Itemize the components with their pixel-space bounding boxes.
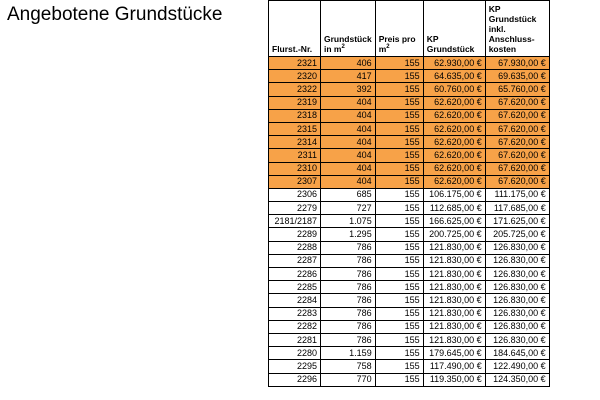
cell-price: 155 (375, 333, 423, 346)
cell-kp: 62.930,00 € (423, 57, 485, 70)
cell-kp-total: 67.620,00 € (485, 162, 549, 175)
table-row (269, 109, 550, 122)
header-price: Preis pro $m^2$ (375, 1, 423, 57)
plots-table (268, 0, 550, 387)
cell-price: 155 (375, 149, 423, 162)
cell-price: 155 (375, 188, 423, 201)
cell-flurst-nr: 2311 (269, 149, 321, 162)
cell-area: 404 (321, 136, 376, 149)
cell-area: 1.075 (321, 215, 376, 228)
table-row (269, 162, 550, 175)
cell-area: 727 (321, 202, 376, 215)
table-row (269, 241, 550, 254)
cell-kp-total: 69.635,00 € (485, 70, 549, 83)
cell-price: 155 (375, 122, 423, 135)
plots-table-container (268, 0, 550, 387)
table-row (269, 347, 550, 360)
table-row (269, 136, 550, 149)
table-body (269, 57, 550, 387)
cell-kp: 121.830,00 € (423, 294, 485, 307)
cell-flurst-nr: 2315 (269, 122, 321, 135)
table-row (269, 254, 550, 267)
cell-kp: 121.830,00 € (423, 307, 485, 320)
cell-flurst-nr: 2322 (269, 83, 321, 96)
table-row (269, 149, 550, 162)
cell-kp: 64.635,00 € (423, 70, 485, 83)
table-row (269, 83, 550, 96)
cell-price: 155 (375, 373, 423, 386)
cell-flurst-nr: 2279 (269, 202, 321, 215)
header-kp-total: KP Grundstück inkl. Anschluss-kosten (485, 1, 549, 57)
cell-flurst-nr: 2181/2187 (269, 215, 321, 228)
cell-kp-total: 126.830,00 € (485, 333, 549, 346)
cell-kp-total: 126.830,00 € (485, 294, 549, 307)
cell-area: 404 (321, 175, 376, 188)
cell-flurst-nr: 2321 (269, 57, 321, 70)
cell-kp: 121.830,00 € (423, 333, 485, 346)
cell-area: 404 (321, 149, 376, 162)
cell-price: 155 (375, 136, 423, 149)
cell-kp-total: 126.830,00 € (485, 254, 549, 267)
table-row (269, 96, 550, 109)
cell-area: 758 (321, 360, 376, 373)
cell-flurst-nr: 2287 (269, 254, 321, 267)
cell-price: 155 (375, 307, 423, 320)
cell-area: 786 (321, 307, 376, 320)
cell-area: 786 (321, 254, 376, 267)
cell-flurst-nr: 2283 (269, 307, 321, 320)
cell-area: 392 (321, 83, 376, 96)
cell-kp-total: 67.620,00 € (485, 175, 549, 188)
cell-price: 155 (375, 294, 423, 307)
cell-area: 770 (321, 373, 376, 386)
cell-kp-total: 126.830,00 € (485, 320, 549, 333)
table-row (269, 122, 550, 135)
cell-price: 155 (375, 162, 423, 175)
cell-price: 155 (375, 347, 423, 360)
table-row (269, 70, 550, 83)
cell-kp-total: 67.930,00 € (485, 57, 549, 70)
cell-kp: 121.830,00 € (423, 268, 485, 281)
table-row (269, 57, 550, 70)
cell-kp: 62.620,00 € (423, 175, 485, 188)
page-title: Angebotene Grundstücke (7, 4, 223, 25)
cell-kp: 200.725,00 € (423, 228, 485, 241)
table-row (269, 294, 550, 307)
cell-kp: 62.620,00 € (423, 149, 485, 162)
cell-kp: 121.830,00 € (423, 254, 485, 267)
cell-area: 404 (321, 96, 376, 109)
cell-price: 155 (375, 360, 423, 373)
header-flurst: Flurst.-Nr. (269, 1, 321, 57)
cell-kp: 112.685,00 € (423, 202, 485, 215)
cell-kp: 106.175,00 € (423, 188, 485, 201)
cell-price: 155 (375, 254, 423, 267)
cell-price: 155 (375, 320, 423, 333)
table-header-row (269, 1, 550, 57)
cell-flurst-nr: 2289 (269, 228, 321, 241)
cell-price: 155 (375, 83, 423, 96)
cell-flurst-nr: 2288 (269, 241, 321, 254)
cell-kp-total: 126.830,00 € (485, 241, 549, 254)
cell-area: 1.159 (321, 347, 376, 360)
table-row (269, 373, 550, 386)
table-row (269, 175, 550, 188)
table-row (269, 202, 550, 215)
cell-kp-total: 67.620,00 € (485, 96, 549, 109)
cell-price: 155 (375, 109, 423, 122)
table-row (269, 281, 550, 294)
cell-kp-total: 205.725,00 € (485, 228, 549, 241)
cell-kp-total: 67.620,00 € (485, 122, 549, 135)
cell-flurst-nr: 2319 (269, 96, 321, 109)
table-row (269, 320, 550, 333)
cell-kp-total: 126.830,00 € (485, 307, 549, 320)
table-row (269, 360, 550, 373)
cell-flurst-nr: 2286 (269, 268, 321, 281)
cell-area: 406 (321, 57, 376, 70)
cell-price: 155 (375, 70, 423, 83)
cell-kp: 62.620,00 € (423, 162, 485, 175)
cell-kp-total: 124.350,00 € (485, 373, 549, 386)
cell-kp-total: 67.620,00 € (485, 136, 549, 149)
table-row (269, 333, 550, 346)
cell-kp-total: 126.830,00 € (485, 268, 549, 281)
cell-kp: 62.620,00 € (423, 122, 485, 135)
cell-area: 404 (321, 109, 376, 122)
cell-area: 786 (321, 241, 376, 254)
cell-price: 155 (375, 96, 423, 109)
cell-price: 155 (375, 281, 423, 294)
cell-area: 685 (321, 188, 376, 201)
cell-kp: 121.830,00 € (423, 281, 485, 294)
cell-kp: 62.620,00 € (423, 96, 485, 109)
cell-flurst-nr: 2282 (269, 320, 321, 333)
table-row (269, 268, 550, 281)
cell-flurst-nr: 2307 (269, 175, 321, 188)
cell-flurst-nr: 2306 (269, 188, 321, 201)
cell-kp-total: 184.645,00 € (485, 347, 549, 360)
cell-kp: 60.760,00 € (423, 83, 485, 96)
cell-area: 786 (321, 281, 376, 294)
cell-kp-total: 171.625,00 € (485, 215, 549, 228)
cell-area: 786 (321, 294, 376, 307)
cell-flurst-nr: 2314 (269, 136, 321, 149)
cell-flurst-nr: 2318 (269, 109, 321, 122)
cell-flurst-nr: 2284 (269, 294, 321, 307)
cell-area: 404 (321, 162, 376, 175)
cell-price: 155 (375, 202, 423, 215)
cell-price: 155 (375, 215, 423, 228)
cell-price: 155 (375, 268, 423, 281)
cell-kp-total: 111.175,00 € (485, 188, 549, 201)
header-area: Grundstück in $m^2$ (321, 1, 376, 57)
cell-flurst-nr: 2320 (269, 70, 321, 83)
cell-price: 155 (375, 175, 423, 188)
cell-kp: 121.830,00 € (423, 320, 485, 333)
cell-price: 155 (375, 57, 423, 70)
header-kp: KP Grundstück (423, 1, 485, 57)
cell-flurst-nr: 2281 (269, 333, 321, 346)
cell-kp: 62.620,00 € (423, 136, 485, 149)
cell-flurst-nr: 2296 (269, 373, 321, 386)
table-row (269, 188, 550, 201)
cell-kp-total: 67.620,00 € (485, 109, 549, 122)
cell-area: 786 (321, 333, 376, 346)
cell-kp-total: 122.490,00 € (485, 360, 549, 373)
cell-flurst-nr: 2310 (269, 162, 321, 175)
cell-kp: 179.645,00 € (423, 347, 485, 360)
cell-kp: 62.620,00 € (423, 109, 485, 122)
cell-kp: 117.490,00 € (423, 360, 485, 373)
table-row (269, 215, 550, 228)
cell-kp-total: 65.760,00 € (485, 83, 549, 96)
cell-kp: 121.830,00 € (423, 241, 485, 254)
cell-area: 786 (321, 268, 376, 281)
cell-area: 786 (321, 320, 376, 333)
cell-kp-total: 67.620,00 € (485, 149, 549, 162)
cell-flurst-nr: 2295 (269, 360, 321, 373)
cell-kp: 166.625,00 € (423, 215, 485, 228)
cell-kp-total: 117.685,00 € (485, 202, 549, 215)
cell-area: 1.295 (321, 228, 376, 241)
cell-kp: 119.350,00 € (423, 373, 485, 386)
cell-flurst-nr: 2285 (269, 281, 321, 294)
cell-kp-total: 126.830,00 € (485, 281, 549, 294)
table-row (269, 307, 550, 320)
cell-price: 155 (375, 228, 423, 241)
cell-area: 417 (321, 70, 376, 83)
table-row (269, 228, 550, 241)
cell-flurst-nr: 2280 (269, 347, 321, 360)
cell-price: 155 (375, 241, 423, 254)
cell-area: 404 (321, 122, 376, 135)
